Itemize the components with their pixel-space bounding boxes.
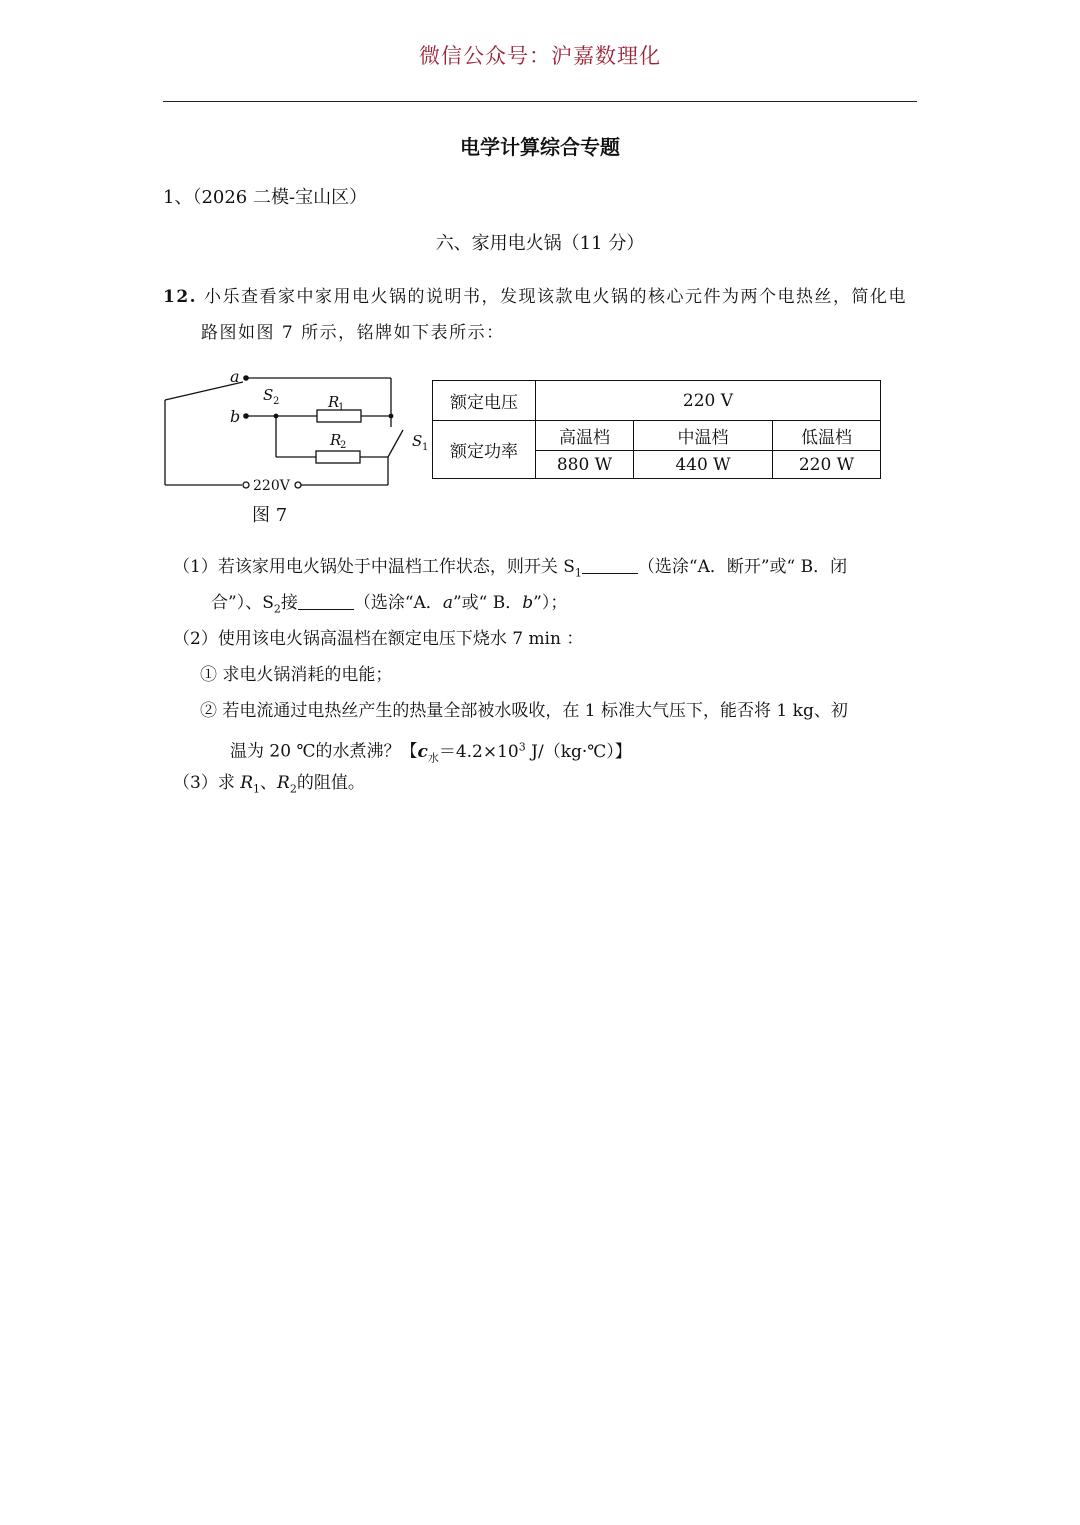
power-low: 220 W xyxy=(773,451,881,479)
part-2: （2）使用该电火锅高温档在额定电压下烧水 7 min ： xyxy=(173,629,584,649)
label-r1: R xyxy=(328,393,340,411)
question-source: 1、（2026 二模-宝山区） xyxy=(163,187,368,208)
label-s1-sub: 1 xyxy=(422,442,429,453)
part-2-2-line-1: ② 若电流通过电热丝产生的热量全部被水吸收，在 1 标准大气压下，能否将 1 kg、初 xyxy=(200,701,848,721)
answer-blank-s2[interactable] xyxy=(298,591,354,610)
r2-resistor xyxy=(316,451,360,463)
part-1-line-2: 合”）、$S_2$接 （选涂“A．a”或“ B．b”）； xyxy=(211,593,568,616)
part-2-1: ① 求电火锅消耗的电能； xyxy=(200,665,393,685)
level-mid: 中温档 xyxy=(634,421,773,451)
label-r2-sub: 2 xyxy=(340,440,347,451)
document-title: 电学计算综合专题 xyxy=(460,135,620,159)
power-high: 880 W xyxy=(536,451,634,479)
answer-blank-s1[interactable] xyxy=(582,555,638,574)
part-1-line-1: （1）若该家用电火锅处于中温档工作状态，则开关 $S_1$ （选涂“A．断开”或“ B．闭 xyxy=(173,557,848,580)
stem-line-2: 路图如图 7 所示，铭牌如下表所示： xyxy=(201,323,505,343)
label-s2-sub: 2 xyxy=(273,396,280,407)
figure-caption: 图 7 xyxy=(252,505,288,526)
label-voltage: 220V xyxy=(253,478,290,494)
label-a: a xyxy=(230,367,240,386)
circuit-diagram xyxy=(160,362,450,497)
level-high: 高温档 xyxy=(536,421,634,451)
s1-switch-blade xyxy=(388,430,403,457)
question-stem xyxy=(163,279,918,351)
label-r1-sub: 1 xyxy=(338,402,345,413)
wechat-header: 微信公众号：沪嘉数理化 xyxy=(419,44,661,68)
label-b: b xyxy=(230,407,241,426)
label-s2: S xyxy=(263,386,274,404)
header-divider xyxy=(163,101,917,102)
node-b xyxy=(243,413,249,419)
level-low: 低温档 xyxy=(773,421,881,451)
stem-line-1: 小乐查看家中家用电火锅的说明书，发现该款电火锅的核心元件为两个电热丝，简化电 xyxy=(203,287,907,307)
nameplate-table xyxy=(432,380,881,479)
label-s1: S xyxy=(412,432,423,450)
question-number: 12. xyxy=(163,287,198,307)
rated-power-label: 额定功率 xyxy=(433,421,536,479)
section-heading: 六、家用电火锅（11 分） xyxy=(435,233,645,254)
node-a xyxy=(243,375,249,381)
part-3: （3）求 $R_1$、$R_2$的阻值。 xyxy=(173,773,365,796)
rated-voltage-label: 额定电压 xyxy=(433,381,536,421)
part-2-2-line-2: 温为 20 ℃的水煮沸？【$c_水=4.2\times 10^3$ J/（kg·℃）】 xyxy=(230,740,632,765)
power-mid: 440 W xyxy=(634,451,773,479)
label-r2: R xyxy=(330,431,342,449)
rated-voltage-value: 220 V xyxy=(536,381,881,421)
